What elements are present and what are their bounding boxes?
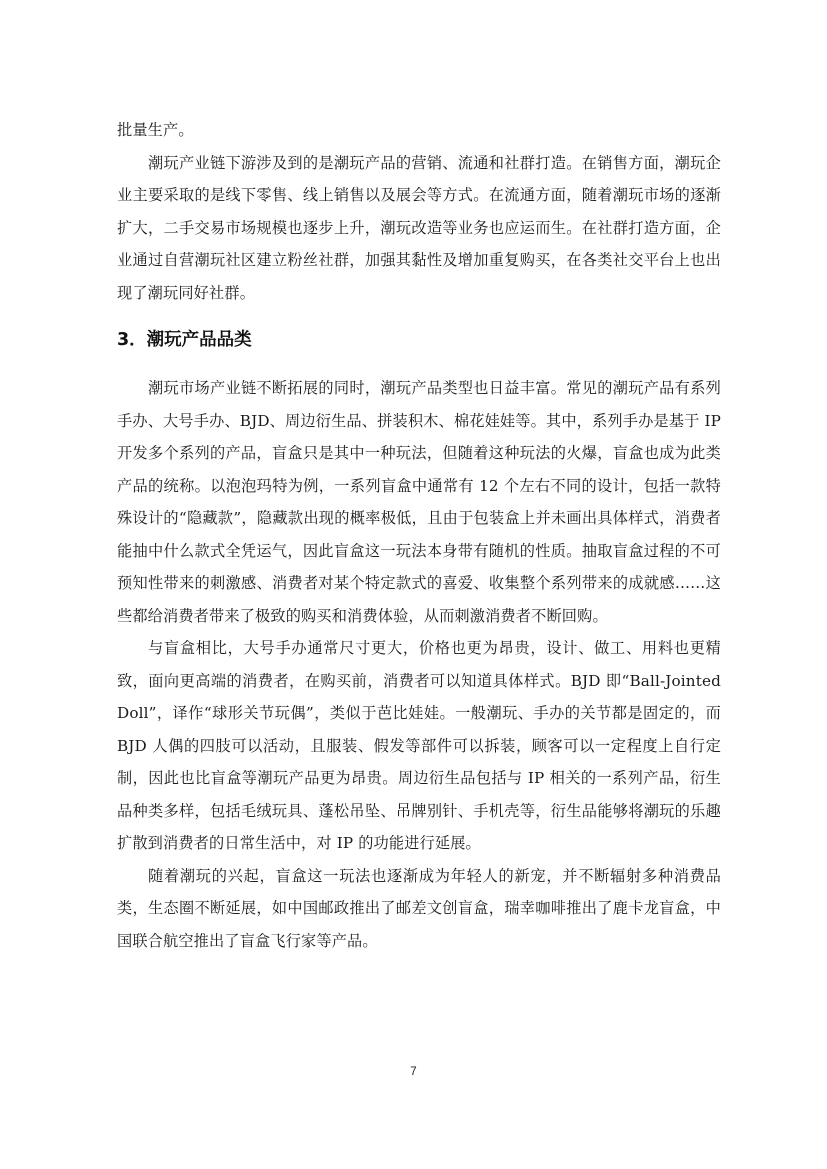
paragraph-downstream-industry: 潮玩产业链下游涉及到的是潮玩产品的营销、流通和社群打造。在销售方面，潮玩企业主要采取的是线下零售、线上销售以及展会等方式。在流通方面，随着潮玩市场的逐渐扩大，二手交易市场规模也逐步上升，潮玩改造等业务也应运而生。在社群打造方面，企业通过自营潮玩社区建立粉丝社群，加强其黏性及增加重复购买，在各类社交平台上也出现了潮玩同好社群。 [117, 153, 721, 302]
page-body [117, 114, 721, 957]
paragraph-blind-box-trend: 随着潮玩的兴起，盲盒这一玩法也逐渐成为年轻人的新宠，并不断辐射多种消费品类，生态圈不断延展，如中国邮政推出了邮差文创盲盒，瑞幸咖啡推出了鹿卡龙盲盒，中国联合航空推出了盲盒飞行家等产品。 [117, 866, 721, 950]
section-heading: 3．潮玩产品品类 [117, 330, 252, 350]
paragraph-continuation: 批量生产。 [117, 121, 194, 139]
paragraph-product-categories: 潮玩市场产业链不断拓展的同时，潮玩产品类型也日益丰富。常见的潮玩产品有系列手办、大号手办、BJD、周边衍生品、拼装积木、棉花娃娃等。其中，系列手办是基于 IP 开发多个系列的产品，盲盒只是其中一种玩法，但随着这种玩法的火爆，盲盒也成为此类产品的统称。以泡泡玛特为例，一系列盲盒中通常有 12 个左右不同的设计，包括一款特殊设计的“隐藏款”，隐藏款出现的概率极低，且由于包装盒上并未画出具体样式，消费者能抽中什么款式全凭运气，因此盲盒这一玩法本身带有随机的性质。抽取盲盒过程的不可预知性带来的刺激感、消费者对某个特定款式的喜爱、收集整个系列带来的成就感……这些都给消费者带来了极致的购买和消费体验，从而刺激消费者不断回购。 [117, 379, 721, 625]
page-number: 7 [410, 1066, 417, 1078]
paragraph-large-figures-bjd: 与盲盒相比，大号手办通常尺寸更大，价格也更为昂贵，设计、做工、用料也更精致，面向更高端的消费者，在购买前，消费者可以知道具体样式。BJD 即“Ball-Jointed Doll”，译作“球形关节玩偶”，类似于芭比娃娃。一般潮玩、手办的关节都是固定的，而 BJD 人偶的四肢可以活动，且服装、假发等部件可以拆装，顾客可以一定程度上自行定制，因此也比盲盒等潮玩产品更为昂贵。周边衍生品包括与 IP 相关的一系列产品，衍生品种类多样，包括毛绒玩具、蓬松吊坠、吊牌别针、手机壳等，衍生品能够将潮玩的乐趣扩散到消费者的日常生活中，对 IP 的功能进行延展。 [117, 639, 721, 852]
